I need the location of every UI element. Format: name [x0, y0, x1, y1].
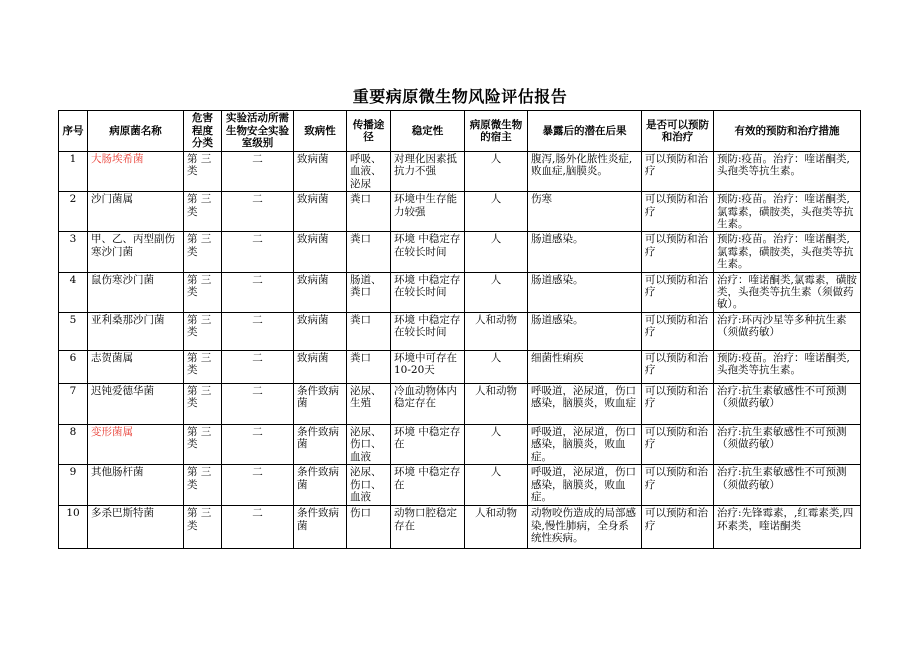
lab-level-cell: 二 [222, 312, 294, 350]
prevention-treatment-cell: 治疗:抗生素敏感性不可预测（须做药敏） [714, 424, 861, 464]
hazard-class-cell: 第 三 类 [184, 312, 222, 350]
pathogen-name-cell: 其他肠杆菌 [88, 465, 184, 506]
hazard-class-cell: 第 三 类 [184, 506, 222, 549]
host-cell: 人 [465, 152, 528, 192]
header-row [59, 111, 861, 152]
host-cell: 人 [465, 192, 528, 232]
pathogenicity-cell: 致病菌 [294, 232, 347, 272]
lab-level-cell: 二 [222, 232, 294, 272]
header-cell: 病原微生物的宿主 [465, 111, 528, 152]
preventable-cell: 可以预防和治疗 [642, 152, 714, 192]
pathogen-name-cell: 甲、乙、丙型副伤寒沙门菌 [88, 232, 184, 272]
table-row [59, 424, 861, 464]
lab-level-cell: 二 [222, 192, 294, 232]
table-row [59, 506, 861, 549]
transmission-route-cell: 肠道、粪口 [347, 272, 391, 312]
header-cell: 暴露后的潜在后果 [528, 111, 642, 152]
row-number-cell: 4 [59, 272, 88, 312]
transmission-route-cell: 伤口 [347, 506, 391, 549]
prevention-treatment-cell: 治疗:先锋霉素，,红霉素类,四环素类，喹诺酮类 [714, 506, 861, 549]
hazard-class-cell: 第 三 类 [184, 272, 222, 312]
exposure-consequence-cell: 肠道感染。 [528, 272, 642, 312]
host-cell: 人 [465, 465, 528, 506]
header-cell: 致病性 [294, 111, 347, 152]
pathogen-name-cell: 亚利桑那沙门菌 [88, 312, 184, 350]
stability-cell: 环境 中稳定存在 [391, 465, 465, 506]
lab-level-cell: 二 [222, 152, 294, 192]
pathogen-name-cell: 沙门菌属 [88, 192, 184, 232]
exposure-consequence-cell: 肠道感染。 [528, 312, 642, 350]
prevention-treatment-cell: 预防:疫苗。治疗：喹诺酮类,氯霉素，磺胺类，头孢类等抗生素。 [714, 192, 861, 232]
hazard-class-cell: 第 三 类 [184, 383, 222, 424]
host-cell: 人 [465, 232, 528, 272]
host-cell: 人和动物 [465, 506, 528, 549]
transmission-route-cell: 粪口 [347, 350, 391, 383]
table-row [59, 383, 861, 424]
lab-level-cell: 二 [222, 383, 294, 424]
pathogen-name-cell: 鼠伤寒沙门菌 [88, 272, 184, 312]
preventable-cell: 可以预防和治疗 [642, 350, 714, 383]
exposure-consequence-cell: 动物咬伤造成的局部感染,慢性肺病，全身系统性疾病。 [528, 506, 642, 549]
prevention-treatment-cell: 预防:疫苗。治疗：喹诺酮类,头孢类等抗生素。 [714, 152, 861, 192]
page-title: 重要病原微生物风险评估报告 [352, 87, 568, 106]
pathogenicity-cell: 条件致病菌 [294, 424, 347, 464]
transmission-route-cell: 粪口 [347, 232, 391, 272]
host-cell: 人 [465, 272, 528, 312]
row-number-cell: 6 [59, 350, 88, 383]
transmission-route-cell: 泌尿、伤口、血液 [347, 465, 391, 506]
exposure-consequence-cell: 肠道感染。 [528, 232, 642, 272]
transmission-route-cell: 泌尿、生殖 [347, 383, 391, 424]
lab-level-cell: 二 [222, 465, 294, 506]
pathogen-name-cell: 变形菌属 [88, 424, 184, 464]
pathogenicity-cell: 致病菌 [294, 272, 347, 312]
preventable-cell: 可以预防和治疗 [642, 383, 714, 424]
transmission-route-cell: 粪口 [347, 192, 391, 232]
pathogen-name-cell: 迟钝爱德华菌 [88, 383, 184, 424]
pathogenicity-cell: 致病菌 [294, 350, 347, 383]
pathogenicity-cell: 致病菌 [294, 152, 347, 192]
row-number-cell: 2 [59, 192, 88, 232]
prevention-treatment-cell: 治疗：喹诺酮类,氯霉素，磺胺类，头孢类等抗生素（须做药敏）。 [714, 272, 861, 312]
header-cell: 有效的预防和治疗措施 [714, 111, 861, 152]
pathogen-name-cell: 大肠埃希菌 [88, 152, 184, 192]
host-cell: 人 [465, 424, 528, 464]
transmission-route-cell: 呼吸、血液、泌尿 [347, 152, 391, 192]
pathogenicity-cell: 致病菌 [294, 312, 347, 350]
prevention-treatment-cell: 治疗:抗生素敏感性不可预测（须做药敏） [714, 383, 861, 424]
hazard-class-cell: 第 三 类 [184, 350, 222, 383]
header-cell: 是否可以预防和治疗 [642, 111, 714, 152]
exposure-consequence-cell: 腹泻,肠外化脓性炎症,败血症,脑膜炎。 [528, 152, 642, 192]
row-number-cell: 3 [59, 232, 88, 272]
pathogen-name-cell: 多杀巴斯特菌 [88, 506, 184, 549]
stability-cell: 冷血动物体内稳定存在 [391, 383, 465, 424]
stability-cell: 环境中可存在10-20天 [391, 350, 465, 383]
stability-cell: 环境 中稳定存在 [391, 424, 465, 464]
host-cell: 人 [465, 350, 528, 383]
table-row [59, 350, 861, 383]
header-cell: 序号 [59, 111, 88, 152]
row-number-cell: 1 [59, 152, 88, 192]
row-number-cell: 7 [59, 383, 88, 424]
preventable-cell: 可以预防和治疗 [642, 312, 714, 350]
lab-level-cell: 二 [222, 350, 294, 383]
host-cell: 人和动物 [465, 312, 528, 350]
pathogenicity-cell: 条件致病菌 [294, 383, 347, 424]
lab-level-cell: 二 [222, 506, 294, 549]
table-row [59, 465, 861, 506]
prevention-treatment-cell: 预防:疫苗。治疗：喹诺酮类,头孢类等抗生素。 [714, 350, 861, 383]
table-row [59, 152, 861, 192]
row-number-cell: 5 [59, 312, 88, 350]
exposure-consequence-cell: 呼吸道，泌尿道，伤口感染，脑膜炎，败血症。 [528, 424, 642, 464]
prevention-treatment-cell: 预防:疫苗。治疗：喹诺酮类,氯霉素，磺胺类，头孢类等抗生素。 [714, 232, 861, 272]
stability-cell: 环境 中稳定存在较长时间 [391, 232, 465, 272]
risk-table [58, 110, 861, 549]
hazard-class-cell: 第 三 类 [184, 465, 222, 506]
stability-cell: 动物口腔稳定存在 [391, 506, 465, 549]
row-number-cell: 8 [59, 424, 88, 464]
stability-cell: 环境中生存能力较强 [391, 192, 465, 232]
header-cell: 稳定性 [391, 111, 465, 152]
exposure-consequence-cell: 呼吸道，泌尿道，伤口感染，脑膜炎，败血症 [528, 383, 642, 424]
prevention-treatment-cell: 治疗:环丙沙星等多种抗生素（须做药敏） [714, 312, 861, 350]
header-cell: 危害程度分类 [184, 111, 222, 152]
preventable-cell: 可以预防和治疗 [642, 424, 714, 464]
pathogenicity-cell: 致病菌 [294, 192, 347, 232]
preventable-cell: 可以预防和治疗 [642, 192, 714, 232]
preventable-cell: 可以预防和治疗 [642, 232, 714, 272]
transmission-route-cell: 泌尿、伤口、血液 [347, 424, 391, 464]
row-number-cell: 9 [59, 465, 88, 506]
header-cell: 病原菌名称 [88, 111, 184, 152]
table-row [59, 272, 861, 312]
exposure-consequence-cell: 细菌性痢疾 [528, 350, 642, 383]
table-row [59, 192, 861, 232]
exposure-consequence-cell: 伤寒 [528, 192, 642, 232]
exposure-consequence-cell: 呼吸道，泌尿道，伤口感染，脑膜炎，败血症。 [528, 465, 642, 506]
prevention-treatment-cell: 治疗:抗生素敏感性不可预测（须做药敏） [714, 465, 861, 506]
table-row [59, 312, 861, 350]
preventable-cell: 可以预防和治疗 [642, 465, 714, 506]
hazard-class-cell: 第 三 类 [184, 232, 222, 272]
transmission-route-cell: 粪口 [347, 312, 391, 350]
hazard-class-cell: 第 三 类 [184, 192, 222, 232]
stability-cell: 环境 中稳定存在较长时间 [391, 272, 465, 312]
row-number-cell: 10 [59, 506, 88, 549]
preventable-cell: 可以预防和治疗 [642, 272, 714, 312]
stability-cell: 对理化因素抵抗力不强 [391, 152, 465, 192]
lab-level-cell: 二 [222, 272, 294, 312]
pathogenicity-cell: 条件致病菌 [294, 506, 347, 549]
hazard-class-cell: 第 三 类 [184, 152, 222, 192]
host-cell: 人和动物 [465, 383, 528, 424]
table-row [59, 232, 861, 272]
pathogenicity-cell: 条件致病菌 [294, 465, 347, 506]
stability-cell: 环境 中稳定存在较长时间 [391, 312, 465, 350]
pathogen-name-cell: 志贺菌属 [88, 350, 184, 383]
lab-level-cell: 二 [222, 424, 294, 464]
header-cell: 传播途径 [347, 111, 391, 152]
hazard-class-cell: 第 三 类 [184, 424, 222, 464]
preventable-cell: 可以预防和治疗 [642, 506, 714, 549]
header-cell: 实验活动所需生物安全实验室级别 [222, 111, 294, 152]
